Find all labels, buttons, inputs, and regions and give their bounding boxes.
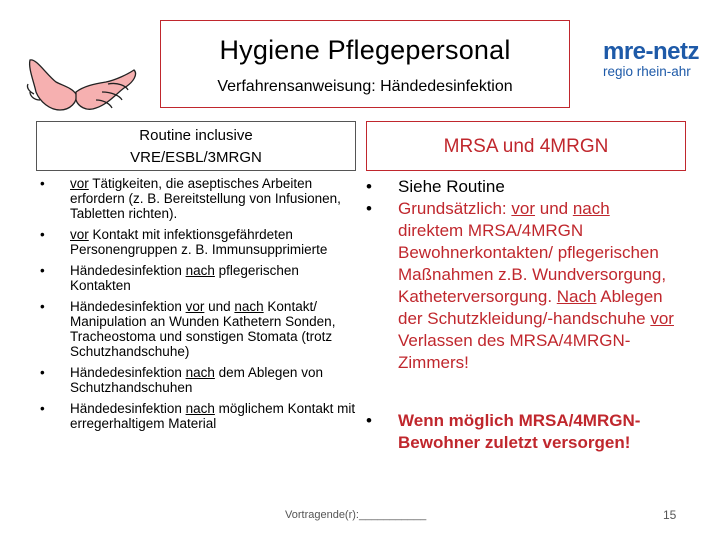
routine-heading-line2: VRE/ESBL/3MRGN (130, 149, 262, 166)
list-item: • Grundsätzlich: vor und nach direktem MRSA/4MRGN Bewohnerkontakten/ pflegerischen Maßnahmen z.B. Wundversorgung, Katheterversorgung. Nach Ablegen der Schutzkleidung/-handschuhe vor Verlassen des MRSA/4MRGN-Zimmers! (366, 199, 674, 372)
list-item: • vor Tätigkeiten, die aseptisches Arbeiten erfordern (z. B. Bereitstellung von Infusionen, Tabletten richten). (40, 176, 341, 221)
left-hand-icon (27, 60, 76, 110)
presenter-footer: Vortragende(r):___________ (285, 509, 427, 521)
list-item: • Händedesinfektion nach pflegerischen Kontakten (40, 263, 299, 293)
mrsa-heading: MRSA und 4MRGN (443, 136, 609, 157)
bullet: • (366, 177, 372, 196)
right-hand-icon (76, 70, 136, 109)
mrsa-list (366, 176, 676, 454)
page-title: Hygiene Pflegepersonal (219, 35, 511, 65)
list-item: • Händedesinfektion nach möglichem Kontakt mit erregerhaltigem Material (40, 401, 356, 431)
bullet: • (366, 199, 372, 218)
title-box (160, 20, 570, 108)
routine-heading-line1: Routine inclusive (139, 127, 253, 144)
bullet: • (40, 263, 45, 278)
list-item: • Händedesinfektion nach dem Ablegen von Schutzhandschuhen (40, 365, 323, 395)
mrsa-heading-box (366, 121, 686, 171)
list-item: • vor Kontakt mit infektionsgefährdeten Personengruppen z. B. Immunsupprimierte (40, 227, 328, 257)
bullet: • (40, 365, 45, 380)
hands-illustration (24, 52, 140, 116)
page-subtitle: Verfahrensanweisung: Händedesinfektion (217, 78, 513, 95)
bullet: • (40, 176, 45, 191)
logo-name: mre-netz (603, 38, 700, 65)
routine-list (40, 176, 360, 437)
bullet: • (366, 411, 372, 430)
logo-region: regio rhein-ahr (603, 64, 691, 79)
bullet: • (40, 227, 45, 242)
page-number: 15 (663, 508, 677, 522)
routine-heading-box (36, 121, 356, 171)
bullet: • (40, 401, 45, 416)
list-item: • Händedesinfektion vor und nach Kontakt/ Manipulation an Wunden Kathetern Sonden, Tracheostoma und sonstigen Stomata (trotz Schutzhandschuhe) (40, 299, 336, 359)
bullet: • (40, 299, 45, 314)
list-item: • Wenn möglich MRSA/4MRGN-Bewohner zuletzt versorgen! (366, 411, 641, 452)
list-item: • Siehe Routine (366, 177, 505, 196)
mre-netz-logo (603, 38, 699, 79)
